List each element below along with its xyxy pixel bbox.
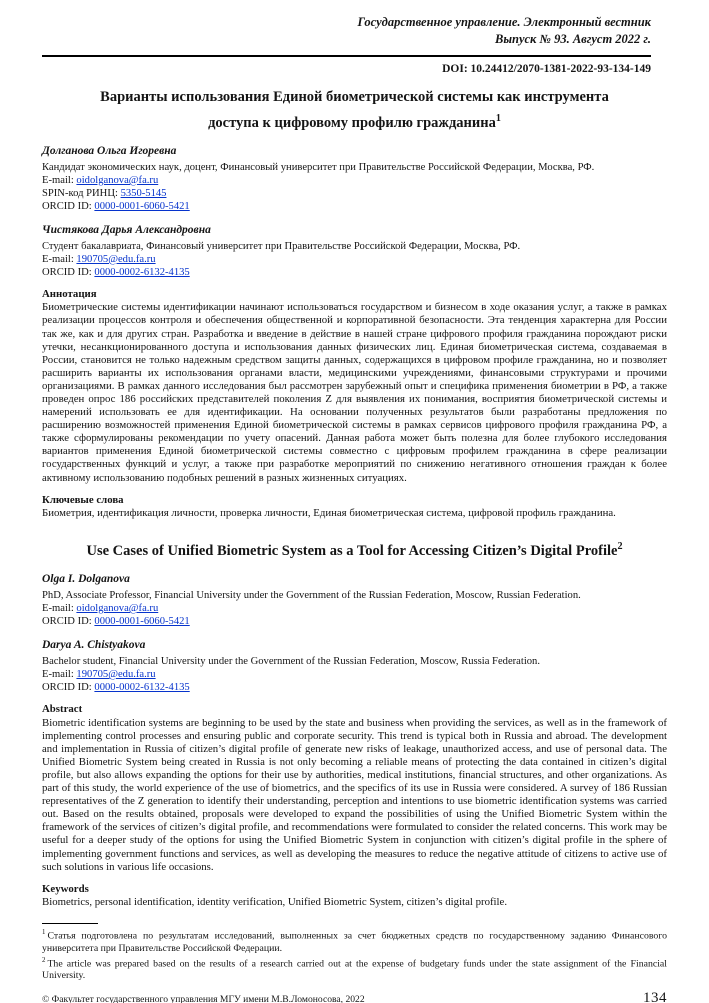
- footnote-2-ref: 2: [42, 956, 46, 964]
- page-footer: [42, 990, 667, 1003]
- email-label: E-mail:: [42, 603, 77, 615]
- abstract-ru-section: [42, 288, 667, 485]
- abstract-ru-heading: Аннотация: [42, 287, 97, 300]
- abstract-en-heading: Abstract: [42, 703, 83, 716]
- journal-header: [42, 14, 651, 76]
- email-link[interactable]: oidolganova@fa.ru: [76, 174, 159, 186]
- author-orcid-line: [42, 200, 667, 213]
- orcid-label: ORCID ID:: [42, 682, 95, 694]
- keywords-en-text: Biometrics, personal identification, identity verification, Unified Biometric System, citizen’s digital profile.: [42, 896, 508, 909]
- spin-label: SPIN-код РИНЦ:: [42, 187, 121, 199]
- journal-issue: Выпуск № 93. Август 2022 г.: [494, 32, 651, 46]
- email-label: E-mail:: [42, 253, 77, 265]
- keywords-en-section: [42, 883, 667, 910]
- email-link[interactable]: oidolganova@fa.ru: [76, 603, 159, 615]
- spin-link[interactable]: 5350-5145: [120, 187, 167, 199]
- author-block-ru-1: [42, 144, 667, 213]
- footnote-1-ref: 1: [42, 929, 46, 937]
- doi-text: DOI: 10.24412/2070-1381-2022-93-134-149: [442, 63, 651, 75]
- orcid-link[interactable]: 0000-0001-6060-5421: [94, 200, 190, 212]
- author-email-line: [42, 253, 667, 266]
- keywords-ru-section: [42, 494, 667, 521]
- author-block-en-2: [42, 638, 667, 694]
- email-link[interactable]: 190705@edu.fa.ru: [76, 669, 156, 681]
- author-affiliation: Студент бакалавриата, Финансовый университет при Правительстве Российской Федерации, Москва, РФ.: [42, 240, 521, 252]
- orcid-label: ORCID ID:: [42, 266, 95, 278]
- author-block-ru-2: [42, 223, 667, 279]
- orcid-label: ORCID ID:: [42, 616, 95, 628]
- author-block-en-1: [42, 572, 667, 628]
- author-orcid-line: [42, 615, 667, 628]
- page-number: 134: [643, 989, 667, 1003]
- abstract-en-section: [42, 703, 667, 874]
- author-spin-line: [42, 187, 667, 200]
- article-title-en-text: Use Cases of Unified Biometric System as a Tool for Accessing Citizen’s Digital Profile: [86, 543, 618, 560]
- footnote-1-text: Статья подготовлена по результатам исследований, выполненных за счет бюджетных средств по государственному заданию Финансового университета при Правительстве Российской Федерации.: [42, 930, 667, 954]
- author-name: Долганова Ольга Игоревна: [42, 144, 177, 157]
- footnote-1: [42, 927, 667, 954]
- keywords-ru-text: Биометрия, идентификация личности, проверка личности, Единая биометрическая система, цифровой профиль гражданина.: [42, 507, 616, 520]
- header-divider: [42, 55, 651, 57]
- journal-title: Государственное управление. Электронный вестник: [357, 15, 651, 29]
- author-affiliation: Bachelor student, Financial University under the Government of the Russian Federation, Moscow, Russia Federation.: [42, 656, 540, 668]
- copyright-text: © Факультет государственного управления МГУ имени М.В.Ломоносова, 2022: [42, 993, 365, 1003]
- abstract-ru-text: Биометрические системы идентификации начинают использоваться государством и бизнесом в ходе оказания услуг, а также в рамках реализации процессов контроля и обеспечения общественной и корпоративной безопасности. Эта тенденция характерна для России так же, как и для других стран. Разработка и введение в действие в нашей стране цифрового профиля гражданина порождают риски утечки, несанкционированного доступа и использования данных физических лиц. Единая биометрическая система, создаваемая в России, становится не только надежным средством защиты данных, содержащихся в цифровом профиле гражданина, но и позволяет расширить варианты их использования органами власти, медицинскими учреждениями, финансовыми структурами и прочими организациями. В рамках данного исследования был рассмотрен зарубежный опыт и специфика применения биометрии в РФ, а также проведен опрос 186 российских представителей поколения Z для выявления их понимания, восприятия биометрической системы и намерений использовать ее для идентификации. На основании полученных результатов были разработаны предложения по расширению возможностей применения Единой биометрической системы в рамках сервисов цифрового профиля гражданина РФ, а также сформулированы рекомендации по учету опасений. Данная работа может быть полезна для более глубокого исследования вариантов применения Единой биометрической системы совместно с цифровым профилем гражданина в сфере реализации государственных функций и услуг, а также при разработке мероприятий по снижению негативного отношения граждан к более активному использованию подобных решений в разных жизненных ситуациях.: [42, 301, 667, 484]
- title-ru-footnote-ref: 1: [495, 113, 501, 124]
- author-email-line: [42, 668, 667, 681]
- orcid-link[interactable]: 0000-0001-6060-5421: [94, 616, 190, 628]
- article-title-ru-text: Варианты использования Единой биометрической системы как инструмента доступа к цифровому профилю гражданина: [100, 89, 609, 131]
- email-label: E-mail:: [42, 669, 77, 681]
- orcid-link[interactable]: 0000-0002-6132-4135: [94, 682, 190, 694]
- footnote-separator: [42, 923, 98, 924]
- author-affiliation: PhD, Associate Professor, Financial University under the Government of the Russian Federation, Moscow, Russian Federation.: [42, 590, 581, 602]
- author-email-line: [42, 602, 667, 615]
- email-link[interactable]: 190705@edu.fa.ru: [76, 253, 156, 265]
- author-orcid-line: [42, 266, 667, 279]
- orcid-link[interactable]: 0000-0002-6132-4135: [94, 266, 190, 278]
- footnote-2: [42, 955, 667, 982]
- keywords-ru-heading: Ключевые слова: [42, 493, 124, 506]
- footnote-2-text: The article was prepared based on the results of a research carried out at the expense of budgetary funds under the state assignment of the Financial University.: [42, 957, 667, 981]
- author-name: Darya A. Chistyakova: [42, 639, 146, 652]
- article-title-ru: [82, 87, 627, 134]
- author-name: Чистякова Дарья Александровна: [42, 223, 211, 236]
- email-label: E-mail:: [42, 174, 77, 186]
- title-en-footnote-ref: 2: [617, 541, 623, 553]
- author-orcid-line: [42, 681, 667, 694]
- author-name: Olga I. Dolganova: [42, 573, 130, 586]
- author-email-line: [42, 174, 667, 187]
- footnotes-block: [42, 923, 667, 982]
- author-affiliation: Кандидат экономических наук, доцент, Финансовый университет при Правительстве Российской Федерации, Москва, РФ.: [42, 161, 595, 173]
- abstract-en-text: Biometric identification systems are beginning to be used by the state and business when providing the services, as well as in the framework of implementing control processes and ensuring public and corporate security. This trend is typical both in Russia and abroad. The development and implementation in Russia of citizen’s digital profile of generate new risks of leakage, unauthorized access, and use of personal data. The Unified Biometric System being created in Russia is not only becoming a reliable means of protecting the data contained in citizen’s digital profile, but also allows expanding the options for their use by authorities, medical institutions, financial structures, and other organizations. As part of this study, the world experience of the use of biometrics, and the specifics of its use in Russia were considered. A survey of 186 Russian representatives of the Z generation to identify their understanding, perception and intentions to use biometric identification systems was carried out. Based on the results obtained, proposals were developed to expand the possibilities of using the Unified Biometric System within the framework of the services of citizen’s digital profile, and recommendations were formulated to consider the related concerns. This work may be useful for a deeper study of the options for using the Unified Biometric System in conjunction with citizen’s digital profile in the sphere of implementing government functions and services, as well as developing the measures to reduce the negative attitude of citizens to active use of such solutions in various life occasions.: [42, 716, 667, 873]
- orcid-label: ORCID ID:: [42, 200, 95, 212]
- article-title-en: [42, 536, 667, 562]
- keywords-en-heading: Keywords: [42, 882, 89, 895]
